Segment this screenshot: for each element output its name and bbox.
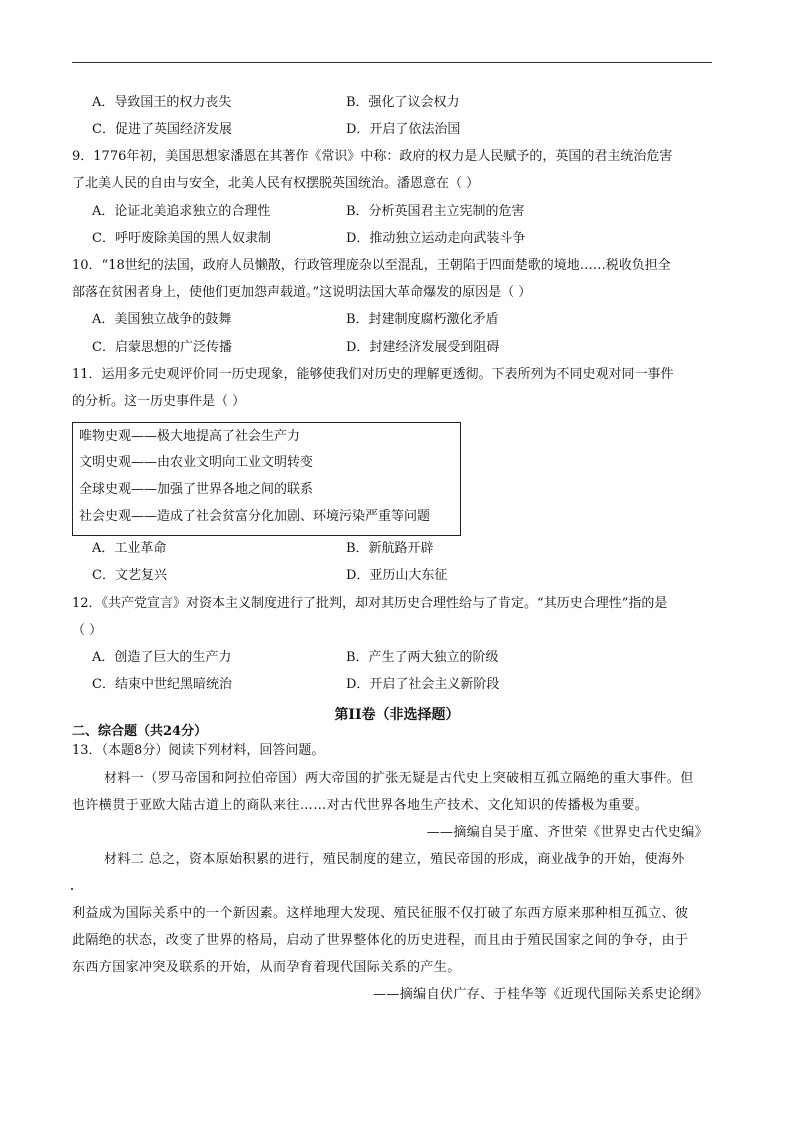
q11-option-d: D．亚历山大东征 <box>346 568 448 583</box>
q11-stem-line2: 的分析。这一历史事件是（ ） <box>72 394 246 409</box>
q12-option-c: C．结束中世纪黑暗统治 <box>92 677 232 692</box>
q12-option-d: D．开启了社会主义新阶段 <box>346 677 500 692</box>
material-one-line1: 材料一（罗马帝国和阿拉伯帝国）两大帝国的扩张无疑是古代史上突破相互孤立隔绝的重大事件。但 <box>104 771 694 786</box>
q10-option-b: B．封建制度腐朽激化矛盾 <box>346 312 499 327</box>
table-row: 社会史观——造成了社会贫富分化加剧、环境污染严重等问题 <box>79 509 431 524</box>
q8-option-c: C．促进了英国经济发展 <box>92 122 232 137</box>
material-one-line2: 也许横贯于亚欧大陆古道上的商队来往……对古代世界各地生产技术、文化知识的传播极为重要。 <box>72 798 649 813</box>
q9-option-c: C．呼吁废除美国的黑人奴隶制 <box>92 231 271 246</box>
material-one-source: ——摘编自吴于廑、齐世荣《世界史古代史编》 <box>426 825 708 840</box>
q12-option-b: B．产生了两大独立的阶级 <box>346 650 499 665</box>
q13-stem: 13．（本题8分）阅读下列材料，回答问题。 <box>72 743 325 758</box>
section-title: 第II卷（非选择题） <box>334 707 460 723</box>
q12-option-a: A．创造了巨大的生产力 <box>92 650 232 665</box>
material-two-line3: 此隔绝的状态，改变了世界的格局，启动了世界整体化的历史进程，而且由于殖民国家之间的争夺，由于 <box>72 933 689 948</box>
q10-stem-line2: 部落在贫困者身上，使他们更加怨声载道。”这说明法国大革命爆发的原因是（ ） <box>72 285 532 300</box>
q12-stem-line1: 12．《共产党宣言》对资本主义制度进行了批判，却对其历史合理性给与了肯定。“其历史合理性”指的是 <box>72 596 668 611</box>
q11-option-b: B．新航路开辟 <box>346 541 434 556</box>
material-two-source: ——摘编自伏广存、于桂华等《近现代国际关系史论纲》 <box>372 987 708 1002</box>
q10-option-a: A．美国独立战争的鼓舞 <box>92 312 232 327</box>
stray-dot <box>71 888 73 890</box>
q10-stem-line1: 10．“18世纪的法国，政府人员懒散，行政管理庞杂以至混乱，王朝陷于四面楚歌的境地……税收负担全 <box>72 258 671 273</box>
q11-viewpoint-table <box>72 422 461 536</box>
q11-option-a: A．工业革命 <box>92 541 167 556</box>
section-heading: 二、综合题（共24分） <box>72 724 208 739</box>
table-row: 唯物史观——极大地提高了社会生产力 <box>79 429 301 444</box>
q11-option-c: C．文艺复兴 <box>92 568 167 583</box>
q12-stem-line2: （ ） <box>72 623 103 638</box>
material-two-line4: 东西方国家冲突及联系的开始，从而孕育着现代国际关系的产生。 <box>72 960 461 975</box>
q8-option-a: A．导致国王的权力丧失 <box>92 95 232 110</box>
material-two-line1: 材料二 总之，资本原始积累的进行，殖民制度的建立，殖民帝国的形成，商业战争的开始，使海外 <box>104 852 685 867</box>
q9-option-b: B．分析英国君主立宪制的危害 <box>346 204 525 219</box>
table-row: 全球史观——加强了世界各地之间的联系 <box>79 482 314 497</box>
q8-option-d: D．开启了依法治国 <box>346 122 461 137</box>
q10-option-d: D．封建经济发展受到阻碍 <box>346 340 500 355</box>
q9-option-a: A．论证北美追求独立的合理性 <box>92 204 271 219</box>
table-row: 文明史观——由农业文明向工业文明转变 <box>79 455 314 470</box>
q9-stem-line2: 了北美人民的自由与安全，北美人民有权摆脱英国统治。潘恩意在（ ） <box>72 176 480 191</box>
q10-option-c: C．启蒙思想的广泛传播 <box>92 340 232 355</box>
material-two-line2: 利益成为国际关系中的一个新因素。这样地理大发现、殖民征服不仅打破了东西方原来那种相互孤立、彼 <box>72 906 689 921</box>
q8-option-b: B．强化了议会权力 <box>346 95 460 110</box>
header-rule <box>72 62 712 63</box>
q9-option-d: D．推动独立运动走向武装斗争 <box>346 231 526 246</box>
q9-stem-line1: 9．1776年初，美国思想家潘恩在其著作《常识》中称：政府的权力是人民赋予的，英国的君主统治危害 <box>72 149 673 164</box>
q11-stem-line1: 11．运用多元史观评价同一历史现象，能够使我们对历史的理解更透彻。下表所列为不同史观对同一事件 <box>72 367 674 382</box>
